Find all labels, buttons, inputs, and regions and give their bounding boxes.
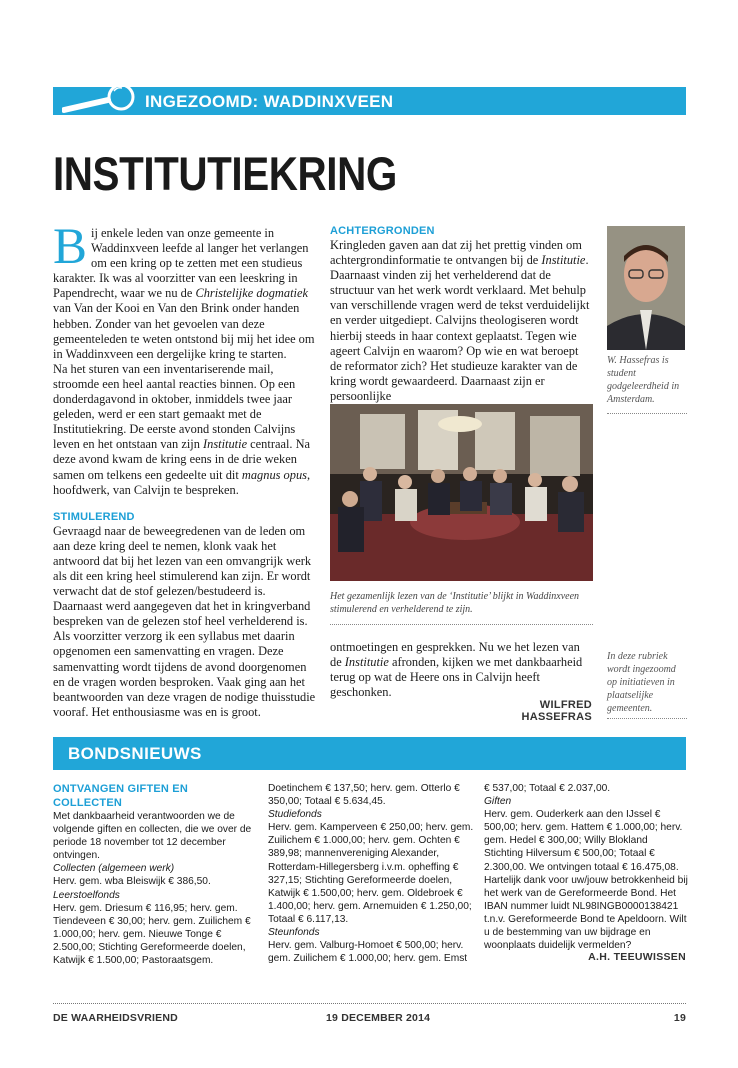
- rubriek-divider: [607, 718, 687, 719]
- section-label: INGEZOOMD: WADDINXVEEN: [145, 92, 394, 111]
- steunfonds-text-b: € 537,00; Totaal € 2.037,00.: [484, 783, 611, 794]
- gifts-column-1: [53, 782, 258, 967]
- footer-page-number: 19: [673, 1012, 686, 1024]
- group-photo: [330, 404, 593, 581]
- rubriek-note: In deze rubriek wordt ingezoomd op initiatieven in plaatselijke gemeenten.: [607, 651, 676, 714]
- category-label: Studiefonds: [268, 809, 322, 821]
- gifts-intro: Met dankbaarheid verantwoorden we de volgende giften en collecten, die we over de periode 18 november tot 12 december ontvingen.: [53, 811, 252, 862]
- giften-text: Herv. gem. Ouderkerk aan den IJssel € 500,00; herv. gem. Hattem € 1.000,00; herv. gem. Hedel € 300,00; Willy Blokland Stichting Hilversum € 500,00; Totaal € 2.300,00. We ontvingen totaal € 16.475,08. Hartelijk dank voor uw/jouw betrokkenheid bij het werk van de Gereformeerde Bond. Het IBAN nummer luidt NL98INGB0000138421 t.n.v. Gereformeerde Bond te Apeldoorn. Wilt u de bestemming van uw bijdrage en woonplaats duidelijk vermelden?: [484, 809, 688, 952]
- para2-text-a: Na het sturen van een inventariserende mail, stroomde een heel aantal reacties binnen. Op een donderdagavond in oktober, inmiddels twee jaar geleden, werd er een start gemaakt met de Institutiekring. De eerste avond stonden Calvijns leven en het ontstaan van zijn: [53, 361, 296, 452]
- category-label: Collecten (algemeen werk): [53, 863, 175, 875]
- para4-emphasis: Institutie: [541, 253, 586, 268]
- collecten-text: Herv. gem. wba Bleiswijk € 386,50.: [53, 876, 211, 888]
- paragraph-2: [53, 362, 316, 498]
- footer-date: 19 DECEMBER 2014: [326, 1012, 431, 1024]
- article-column-1: [53, 219, 316, 720]
- category-label: Steunfonds: [268, 927, 320, 939]
- gifts-column-2: [268, 782, 475, 965]
- category-label: Giften: [484, 796, 512, 808]
- bondsnieuws-label: BONDSNIEUWS: [68, 744, 202, 763]
- paragraph-5: [330, 640, 592, 700]
- footer-publication: DE WAARHEIDSVRIEND: [53, 1012, 178, 1024]
- caption-divider: [330, 624, 593, 625]
- gifts-column-3: [484, 782, 689, 952]
- article-author: WILFRED HASSEFRAS: [521, 699, 592, 723]
- portrait-divider: [607, 413, 687, 414]
- subheading-stimulerend: STIMULEREND: [53, 510, 135, 523]
- intro-paragraph: [53, 219, 316, 362]
- intro-text-a: ij enkele leden van onze gemeente in Waddinxveen leefde al langer het verlangen om een kring op te zetten met een studieus karakter. Ik was al voorzitter van een leeskring in Papendrecht, waar we nu de: [53, 226, 309, 301]
- para4-text-b: . Daarnaast vinden zij het verhelderend dat de structuur van het werk wordt verklaard. Met behulp van verschillende vragen werd de tekst verduidelijkt en verder uitgediept. Calvijns theologiseren wordt hierbij steeds in haar context geplaatst. Tegen wie ageert Calvijn en waarom? Op wie en wat beroept de reformator zich? Het studieuze karakter van de kring wordt gewaardeerd. Daarnaast zijn er persoonlijke: [330, 253, 590, 403]
- para2-emphasis-b: magnus opus: [241, 467, 307, 482]
- bondsnieuws-author: A.H. TEEUWISSEN: [588, 951, 686, 963]
- gifts-heading: ONTVANGEN GIFTEN EN COLLECTEN: [53, 783, 188, 809]
- portrait-caption: W. Hassefras is student godgeleerdheid in Amsterdam.: [607, 355, 680, 405]
- author-portrait: [607, 226, 685, 350]
- category-collecten: [53, 862, 258, 875]
- para2-text-c: , hoofdwerk, van Calvijn te bespreken.: [53, 467, 311, 497]
- category-steunfonds: [268, 926, 475, 939]
- category-leerstoelfonds: [53, 889, 258, 902]
- para5-text-a: ontmoetingen en gesprekken. Nu we het lezen van de: [330, 640, 580, 670]
- leerstoelfonds-text-a: Herv. gem. Driesum € 116,95; herv. gem. Tiendeveen € 30,00; herv. gem. Zuilichem € 1.000,00; herv. gem. Nieuwe Tonge € 2.500,00; Stichting Gereformeerde doelen, Katwijk € 1.500,00; Pastoraatsgem.: [53, 902, 251, 967]
- page-title: INSTITUTIEKRING: [53, 147, 397, 200]
- leerstoelfonds-text-b: Doetinchem € 137,50; herv. gem. Otterlo € 350,00; Totaal € 5.634,45.: [268, 783, 460, 808]
- intro-text-b: van Van der Kooi en Van den Brink onder handen hebben. Zonder van het gevoelen van deze gemeenteleden te weten ontstond bij mij het idee om in Waddinxveen een dergelijke kring te starten.: [53, 301, 315, 361]
- para2-emphasis-a: Institutie: [203, 437, 248, 452]
- steunfonds-text-a: Herv. gem. Valburg-Homoet € 500,00; herv. gem. Zuilichem € 1.000,00; herv. gem. Emst: [268, 940, 468, 965]
- intro-emphasis: Christelijke dogmatiek: [195, 286, 308, 301]
- para5-text-b: afronden, kijken we met dankbaarheid terug op wat de Heere ons in Calvijn heeft geschonken.: [330, 655, 583, 700]
- dropcap: B: [53, 219, 88, 275]
- magnifier-icon: [62, 82, 142, 120]
- studiefonds-text: Herv. gem. Kamperveen € 250,00; herv. gem. Zuilichem € 1.000,00; herv. gem. Ochten € 389,98; mannenvereniging Alexander, Rotterdam-Hillegersberg i.v.m. opheffing € 327,15; Stichting Gereformeerde doelen, Katwijk € 1.500,00; herv. gem. Oldebroek € 1.400,00; herv. gem. Arnemuiden € 1.250,00; Totaal € 6.117,13.: [268, 822, 474, 925]
- photo-caption: Het gezamenlijk lezen van de ‘Institutie’ blijkt in Waddinxveen stimulerend en verhelderend te zijn.: [330, 591, 580, 615]
- paragraph-4: [330, 238, 592, 404]
- footer-divider: [53, 1003, 686, 1004]
- article-column-2: [330, 224, 592, 404]
- para2-text-b: centraal. Na deze avond kwam de kring eens in de drie weken samen om telkens een gedeelte uit dit: [53, 437, 311, 482]
- category-giften: [484, 795, 689, 808]
- category-studiefonds: [268, 808, 475, 821]
- article-column-2-continued: [330, 640, 592, 700]
- paragraph-3: Gevraagd naar de beweegredenen van de leden om aan deze kring deel te nemen, klonk vaak het antwoord dat bij het lezen van een omvangrijk werk als dit een kring heel stimulerend kan zijn. Er wordt verwacht dat de stof gelezen/bestudeerd is. Daarnaast werd aangegeven dat het in kringverband bespreken van de gelezen stof heel verhelderend is. Als voorzitter verzorg ik een syllabus met daarin opgenomen een samenvatting en vragen. Deze samenvatting wordt tijdens de avond doorgenomen en de vragen worden besproken. Vaak ging aan het beantwoorden van deze vragen de nodige thuisstudie vooraf. Het enthousiasme was en is groot.: [53, 523, 316, 719]
- para5-emphasis: Institutie: [344, 655, 389, 670]
- para4-text-a: Kringleden gaven aan dat zij het prettig vinden om achtergrondinformatie te ontvangen bij de: [330, 238, 582, 268]
- subheading-achtergronden: ACHTERGRONDEN: [330, 225, 435, 237]
- category-label: Leerstoelfonds: [53, 889, 120, 901]
